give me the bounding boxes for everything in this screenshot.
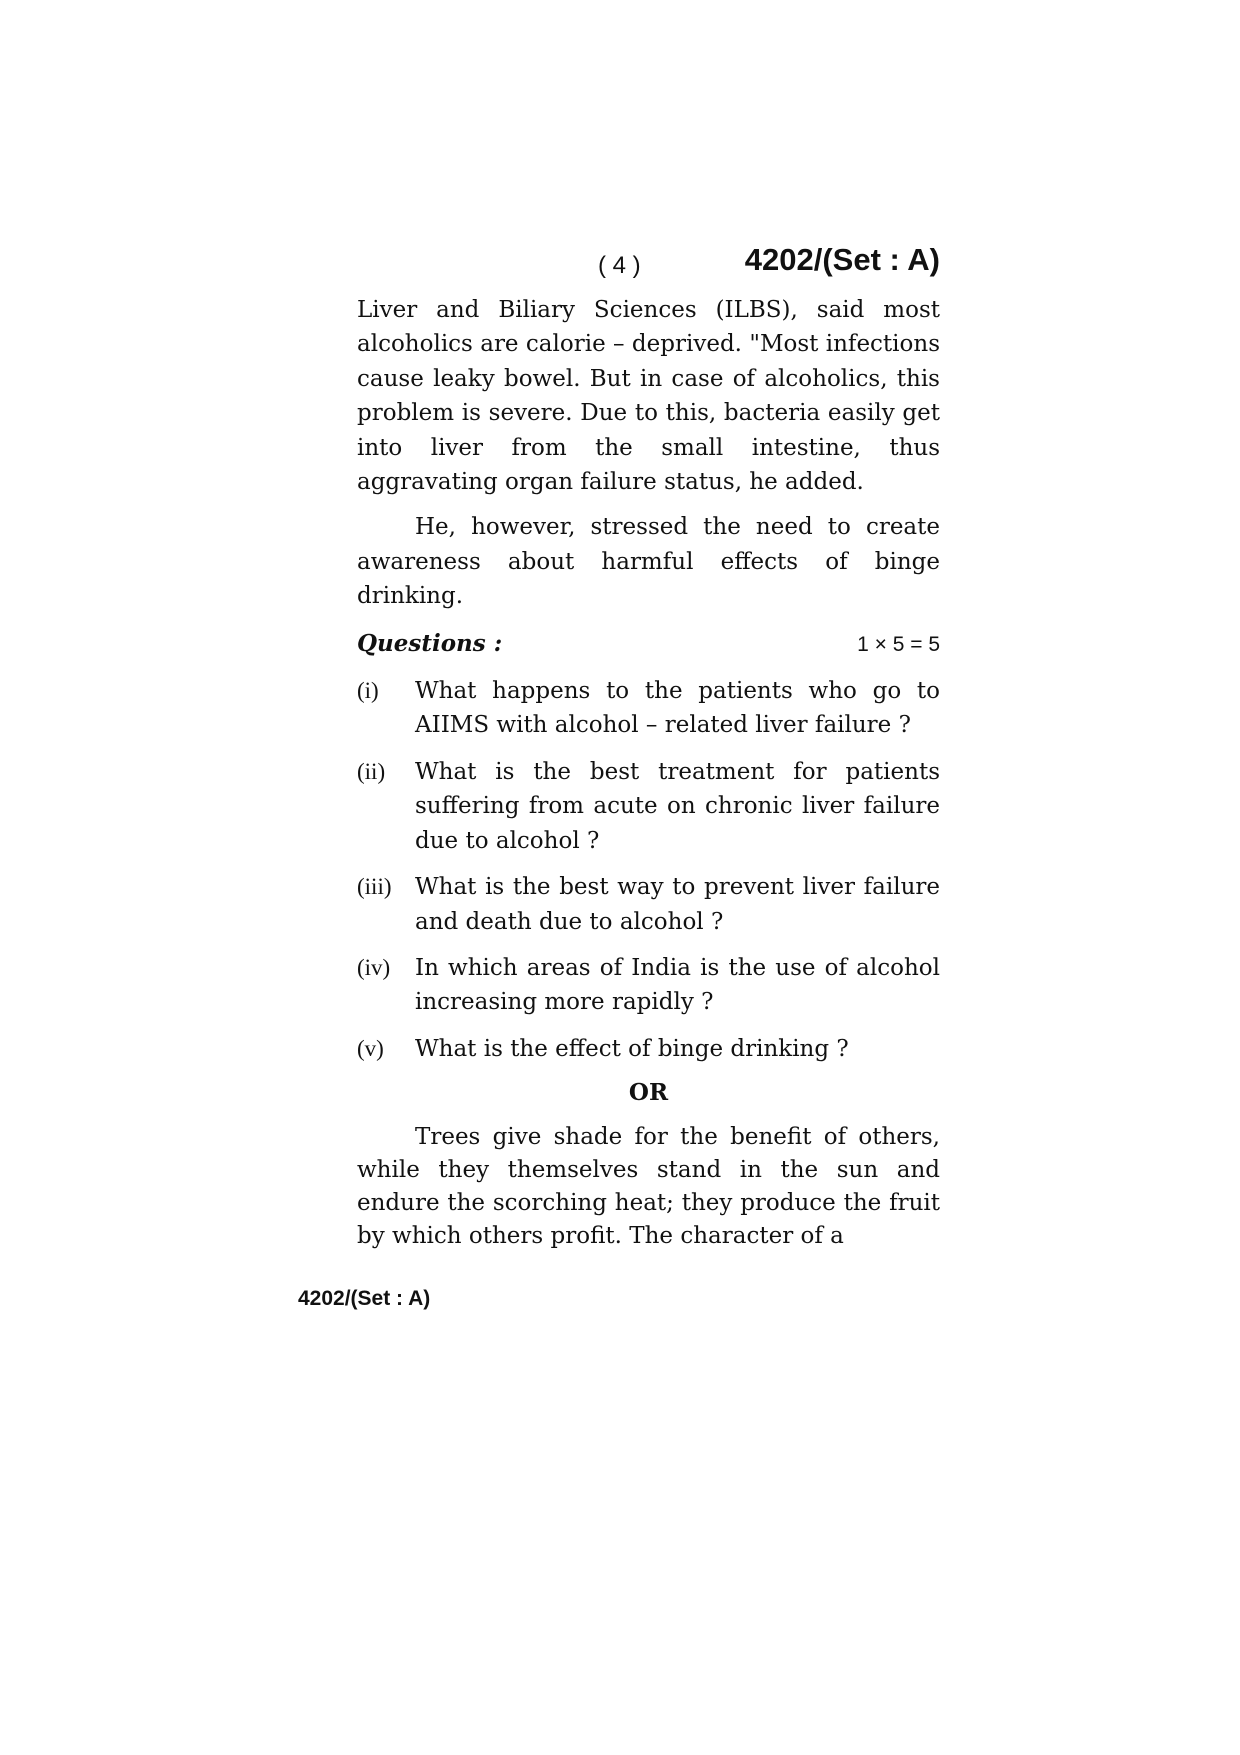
question-item [357,951,940,1020]
question-item [357,870,940,939]
marks-allocation: 1 × 5 = 5 [857,632,940,656]
passage-paragraph-2: He, however, stressed the need to create awareness about harmful effects of binge drinking. [357,514,940,610]
question-number: (ii) [357,758,386,784]
page-number: ( 4 ) [598,252,641,279]
question-text: What is the effect of binge drinking ? [415,1035,849,1062]
question-number: (iii) [357,874,392,900]
page-content [357,293,940,1253]
question-item [357,1032,940,1066]
question-text: What is the best way to prevent liver failure and death due to alcohol ? [415,874,940,935]
question-number: (v) [357,1035,384,1061]
question-text: What happens to the patients who go to AIIMS with alcohol – related liver failure ? [415,678,940,739]
question-list [357,674,940,1066]
paper-code-header: 4202/(Set : A) [744,242,940,277]
or-divider: OR [628,1079,669,1107]
paper-code-footer: 4202/(Set : A) [298,1287,431,1310]
question-number: (i) [357,678,379,704]
passage-paragraph-1: Liver and Biliary Sciences (ILBS), said most alcoholics are calorie – deprived. "Most infections cause leaky bowel. But in case of alcoholics, this problem is severe. Due to this, bacteria easily get into liver from the small intestine, thus aggravating organ failure status, he added. [357,297,940,496]
question-text: In which areas of India is the use of alcohol increasing more rapidly ? [415,954,940,1016]
question-number: (iv) [357,954,391,980]
question-item [357,755,940,858]
question-item [357,674,940,743]
alternate-passage-paragraph: Trees give shade for the benefit of others, while they themselves stand in the sun and endure the scorching heat; they produce the fruit by which others profit. The character of a [357,1123,940,1249]
questions-label: Questions : [357,629,503,657]
question-text: What is the best treatment for patients suffering from acute on chronic liver failure due to alcohol ? [415,758,940,854]
questions-heading [357,627,940,662]
